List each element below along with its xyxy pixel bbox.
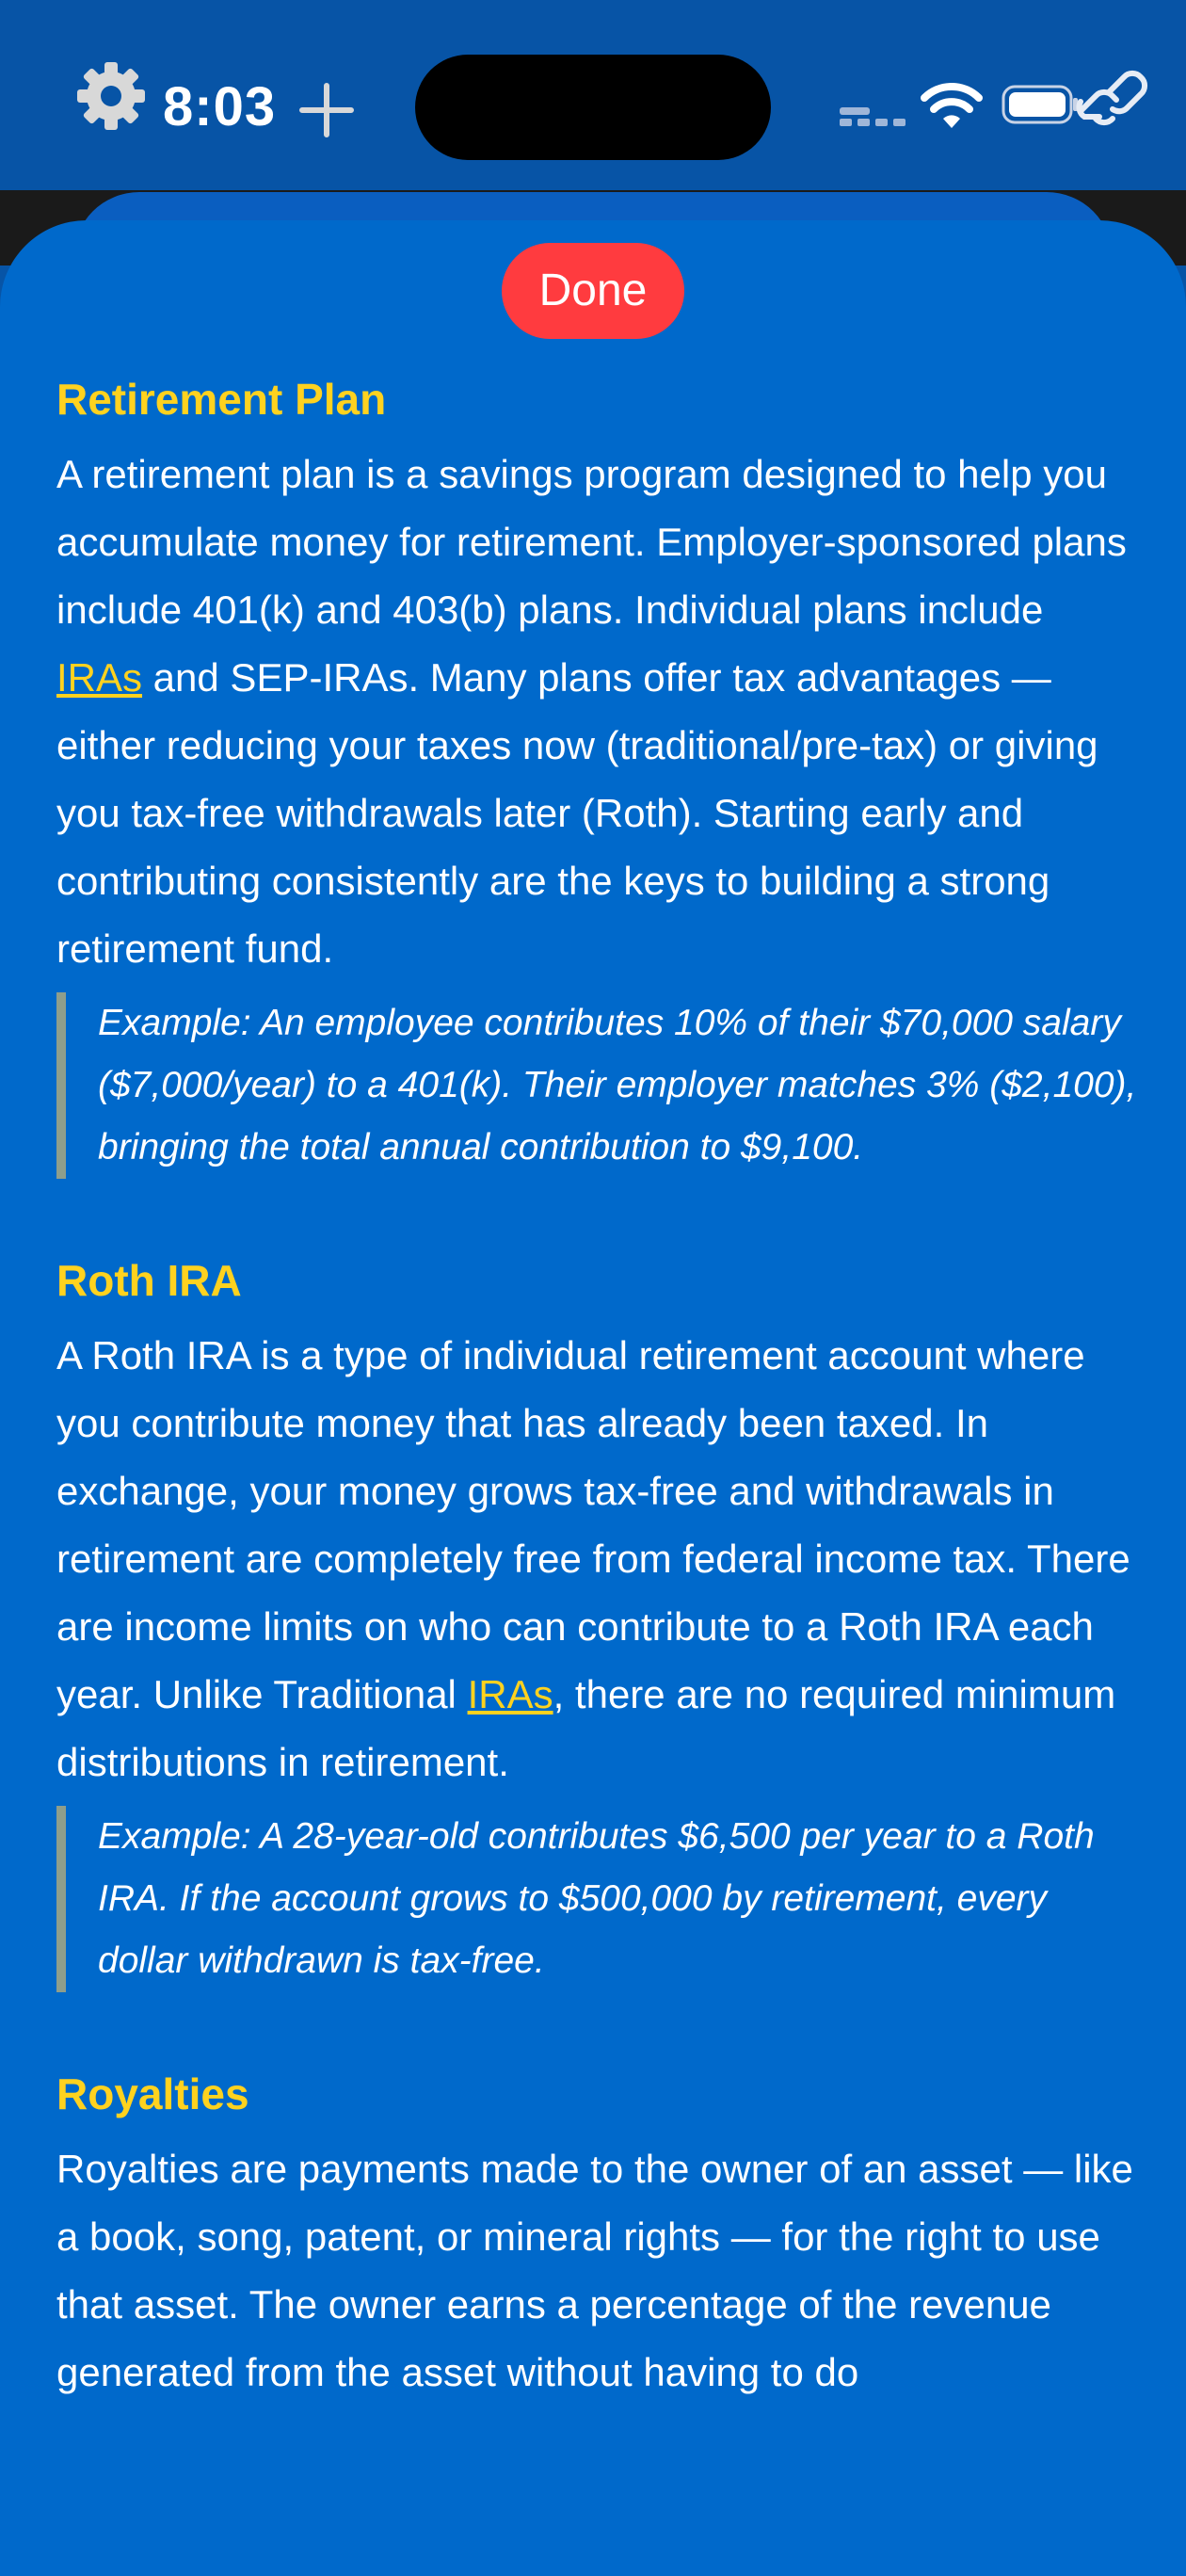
battery-icon (1002, 85, 1079, 124)
definition-text: and SEP-IRAs. Many plans offer tax advantages — either reducing your taxes now (traditional/pre-tax) or giving you tax-free withdrawals later (Roth). Starting early and contributing consistently are the keys to building a strong retirement fund. (56, 655, 1098, 971)
iras-link[interactable]: IRAs (56, 655, 143, 700)
definition-text: A Roth IRA is a type of individual retirement account where you contribute money that has already been taxed. In exchange, your money grows tax-free and withdrawals in retirement are completely free from federal income tax. There are income limits on who can contribute to a Roth IRA each year. Unlike Traditional (56, 1333, 1130, 1716)
wifi-icon (921, 83, 983, 130)
cellular-signal-icon (840, 102, 906, 126)
status-bar (0, 0, 1186, 190)
dynamic-island (415, 55, 771, 160)
entry-definition: Royalties are payments made to the owner of an asset — like a book, song, patent, or mineral rights — for the right to use that asset. The owner earns a percentage of the revenue generated from the asset without having to do (56, 2147, 1133, 2394)
glossary-entry-retirement-plan (56, 371, 1139, 1179)
link-icon (1071, 62, 1156, 128)
status-time: 8:03 (163, 76, 277, 137)
example-callout: Example: An employee contributes 10% of their $70,000 salary ($7,000/year) to a 401(k). Their employer matches 3% ($2,100), bringing the total annual contribution to $9,100. (56, 992, 1139, 1179)
entry-definition (56, 441, 1139, 983)
definition-text: , there are no required minimum distributions in retirement. (56, 1672, 1116, 1784)
glossary-entry-roth-ira (56, 1252, 1139, 1992)
iras-link[interactable]: IRAs (467, 1672, 553, 1716)
entry-title: Roth IRA (56, 1256, 242, 1305)
done-button[interactable]: Done (502, 243, 684, 339)
plus-icon (299, 83, 354, 137)
entry-title: Retirement Plan (56, 375, 387, 424)
entry-title: Royalties (56, 2069, 249, 2118)
glossary-sheet (0, 220, 1186, 2576)
definition-text: A retirement plan is a savings program designed to help you accumulate money for retirement. Employer-sponsored plans include 401(k) and 403(b) plans. Individual plans include (56, 452, 1127, 632)
glossary-entry-royalties (56, 2066, 1139, 2407)
gear-icon (73, 58, 149, 134)
entry-definition (56, 1322, 1139, 1796)
glossary-content (56, 371, 1139, 2480)
example-callout: Example: A 28-year-old contributes $6,500 per year to a Roth IRA. If the account grows to $500,000 by retirement, every dollar withdrawn is tax-free. (56, 1806, 1139, 1992)
